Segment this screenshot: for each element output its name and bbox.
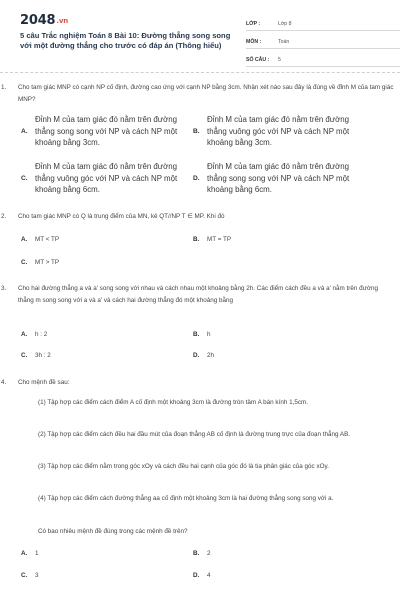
question-count-row xyxy=(246,50,400,67)
option-d[interactable] xyxy=(193,572,211,579)
question-text: Cho tam giác MNP có Q là trung điểm của MN, kẻ QT//NP T ∈ MP. Khi đó xyxy=(18,213,225,220)
logo-main-text: 2048 xyxy=(20,13,56,28)
option-letter: B. xyxy=(193,236,200,243)
option-b[interactable] xyxy=(193,331,211,338)
logo-suffix-text: .vn xyxy=(56,17,68,25)
statement-4: (4) Tập hợp các điểm cách đường thẳng aa cố định một khoảng 3cm là hai đường thẳng song song với a. xyxy=(38,495,334,502)
statement-1: (1) Tập hợp các điểm cách điểm A cố định một khoảng 3cm là đường tròn tâm A bán kính 1,5cm. xyxy=(38,399,308,406)
option-text: 2h xyxy=(207,352,215,359)
subject-row xyxy=(246,32,400,49)
option-c[interactable] xyxy=(21,572,39,579)
option-d[interactable] xyxy=(193,161,353,196)
question-count-value: 5 xyxy=(278,57,281,63)
option-text: Đỉnh M của tam giác đó nằm trên đường thẳng song song với NP và cách NP một khoảng bằng 3cm. xyxy=(35,115,178,147)
option-b[interactable] xyxy=(193,236,231,243)
grade-label: LỚP : xyxy=(246,21,261,27)
option-text: 3 xyxy=(35,572,39,579)
question-text: Cho mệnh đề sau: xyxy=(18,379,70,386)
option-letter: B. xyxy=(193,331,200,338)
option-text: Đỉnh M của tam giác đó nằm trên đường thẳng vuông góc với NP và cách NP một khoảng bằng 6cm. xyxy=(35,162,178,194)
option-letter: A. xyxy=(21,236,28,243)
statement-3: (3) Tập hợp các điểm nằm trong góc xOy và cách đều hai cạnh của góc đó là tia phân giác của góc xOy. xyxy=(38,463,329,470)
grade-row xyxy=(246,14,400,31)
option-text: 2 xyxy=(207,550,211,557)
option-text: h : 2 xyxy=(35,331,48,338)
option-a[interactable] xyxy=(21,114,181,149)
option-a[interactable] xyxy=(21,550,39,557)
option-d[interactable] xyxy=(193,352,214,359)
option-a[interactable] xyxy=(21,236,59,243)
option-letter: A. xyxy=(21,550,28,557)
option-letter: D. xyxy=(193,174,200,182)
option-letter: C. xyxy=(21,259,28,266)
question-prompt: Có bao nhiêu mệnh đề đúng trong các mệnh đề trên? xyxy=(38,528,188,535)
header-divider xyxy=(0,72,400,73)
option-text: Đỉnh M của tam giác đó nằm trên đường thẳng vuông góc với NP và cách NP một khoảng bằng 3cm. xyxy=(207,115,350,147)
option-b[interactable] xyxy=(193,550,211,557)
meta-info-box xyxy=(246,14,400,68)
site-logo[interactable] xyxy=(20,13,68,28)
statement-2: (2) Tập hợp các điểm cách đều hai đầu mút của đoạn thẳng AB cố định là đường trung trực của đoạn thẳng AB. xyxy=(38,431,351,438)
option-c[interactable] xyxy=(21,161,181,196)
worksheet-header xyxy=(20,0,382,66)
question-number: 3. xyxy=(1,285,7,292)
question-count-label: SỐ CÂU : xyxy=(246,57,270,63)
option-letter: C. xyxy=(21,352,28,359)
option-letter: D. xyxy=(193,352,200,359)
option-text: 4 xyxy=(207,572,211,579)
option-letter: C. xyxy=(21,174,28,182)
option-text: MT = TP xyxy=(207,236,232,243)
option-b[interactable] xyxy=(193,114,353,149)
question-number: 4. xyxy=(1,379,7,386)
option-letter: A. xyxy=(21,127,28,135)
option-text: MT < TP xyxy=(35,236,60,243)
option-c[interactable] xyxy=(21,352,51,359)
option-text: 1 xyxy=(35,550,39,557)
option-a[interactable] xyxy=(21,331,47,338)
question-text: Cho tam giác MNP có cạnh NP cố định, đường cao ứng với cạnh NP bằng 3cm. Nhận xét nào sau đây là đúng về đỉnh M của tam giác MNP? xyxy=(18,84,394,103)
option-letter: B. xyxy=(193,127,200,135)
option-letter: A. xyxy=(21,331,28,338)
option-letter: D. xyxy=(193,572,200,579)
document-title: 5 câu Trắc nghiệm Toán 8 Bài 10: Đường thẳng song song với một đường thẳng cho trước có đáp án (Thông hiểu) xyxy=(20,31,231,50)
option-text: 3h : 2 xyxy=(35,352,51,359)
question-number: 1. xyxy=(1,84,7,91)
option-letter: B. xyxy=(193,550,200,557)
option-text: Đỉnh M của tam giác đó nằm trên đường thẳng song song với NP và cách NP một khoảng bằng 6cm. xyxy=(207,162,350,194)
subject-value: Toán xyxy=(278,39,290,45)
question-text: Cho hai đường thẳng a và a' song song với nhau và cách nhau một khoảng bằng 2h. Các điểm cách đều a và a' nằm trên đường thẳng m song song với a và a' và cách hai đường thẳng đó một khoảng bằng xyxy=(18,285,378,304)
question-number: 2. xyxy=(1,213,7,220)
option-text: MT > TP xyxy=(35,259,60,266)
option-letter: C. xyxy=(21,572,28,579)
subject-label: MÔN : xyxy=(246,39,262,45)
option-c[interactable] xyxy=(21,259,59,266)
option-text: h xyxy=(207,331,211,338)
grade-value: Lớp 8 xyxy=(278,21,292,27)
